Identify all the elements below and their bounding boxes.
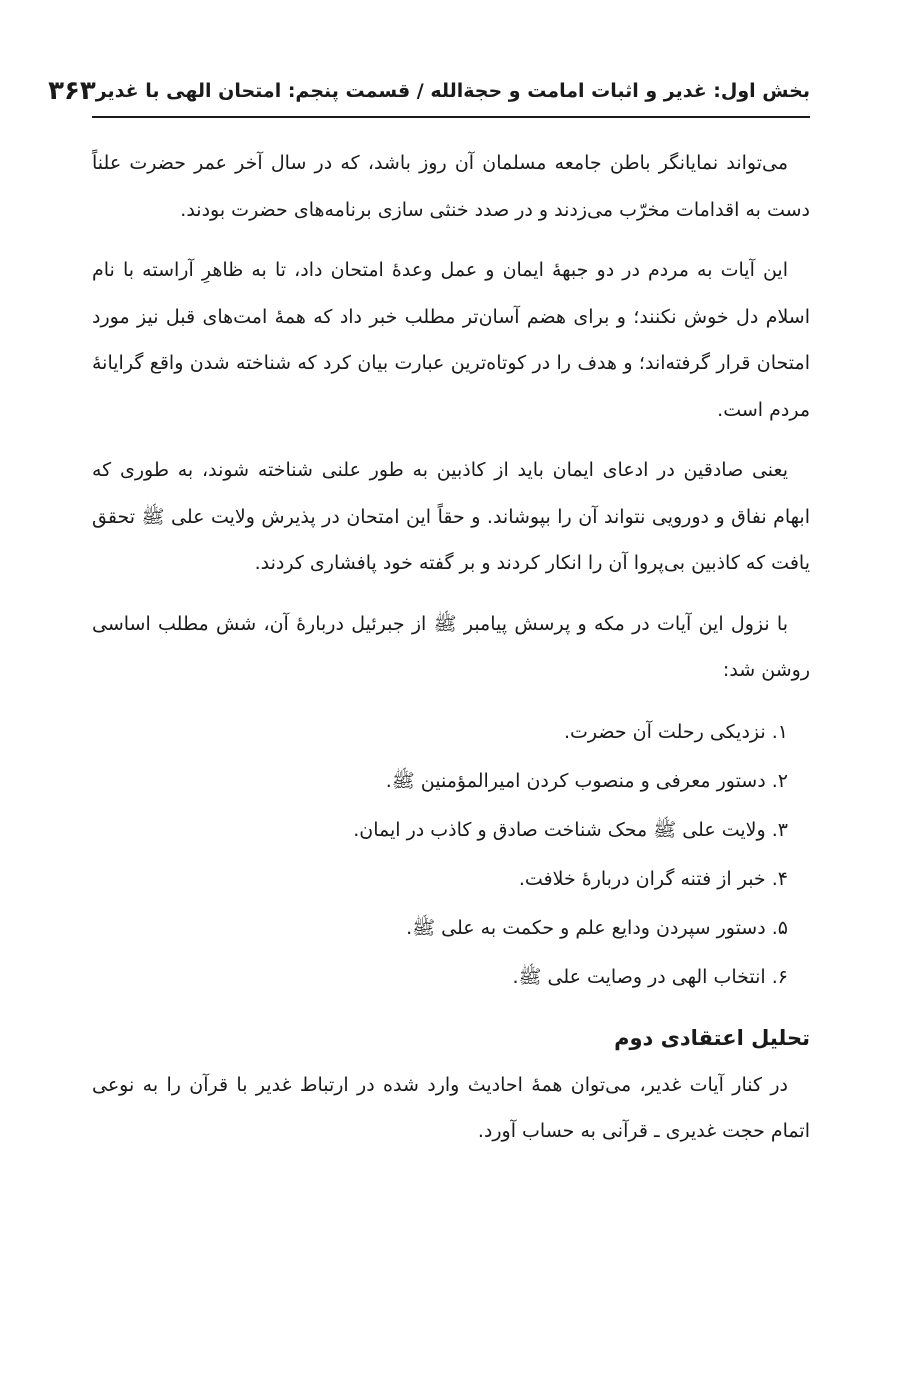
page-body — [92, 140, 810, 1155]
list-item — [92, 806, 788, 855]
list-item — [92, 757, 788, 806]
list-item — [92, 904, 788, 953]
list-item-text: دستور سپردن ودایع علم و حکمت به علی ﷺ. — [406, 916, 766, 939]
list-item — [92, 855, 788, 904]
list-item-text: دستور معرفی و منصوب کردن امیرالمؤمنین ﷺ. — [385, 769, 766, 792]
list-item-text: خبر از فتنه گران دربارهٔ خلافت. — [518, 867, 766, 890]
paragraph-4: با نزول این آیات در مکه و پرسش پیامبر ﷺ از جبرئیل دربارهٔ آن، شش مطلب اساسی روشن شد: — [92, 612, 810, 681]
paragraph-1: می‌تواند نمایانگر باطن جامعه مسلمان آن روز باشد، که در سال آخر عمر حضرت علناً دست به اقدامات مخرّب می‌زدند و در صدد خنثی سازی برنامه‌های حضرت بودند. — [92, 152, 810, 221]
list-item — [92, 708, 788, 757]
list-item-number: ۶. — [771, 965, 788, 988]
paragraph-3: یعنی صادقین در ادعای ایمان باید از کاذبین به طور علنی شناخته شوند، به طوری که ابهام نفاق و دورویی نتواند آن را بپوشاند. و حقاً این امتحان در پذیرش ولایت علی ﷺ تحقق یافت که کاذبین بی‌پروا آن را انکار کردند و بر گفته خود پافشاری کردند. — [92, 459, 810, 574]
numbered-points — [92, 708, 810, 1002]
section-heading: تحلیل اعتقادی دوم — [614, 1025, 810, 1050]
section-paragraph: در کنار آیات غدیر، می‌توان همهٔ احادیث وارد شده در ارتباط غدیر با قرآن را به نوعی اتمام حجت غدیری ـ قرآنی به حساب آورد. — [92, 1073, 810, 1142]
paragraph-2: این آیات به مردم در دو جبههٔ ایمان و عمل وعدهٔ امتحان داد، تا به ظاهرِ آراسته با نام اسلام دل خوش نکنند؛ و برای هضم آسان‌تر مطلب خبر داد که همهٔ امت‌های قبل نیز مورد امتحان قرار گرفته‌اند؛ و هدف را در کوتاه‌ترین عبارت بیان کرد که شناخته شدن واقع گرایانهٔ مردم است. — [92, 259, 810, 421]
list-item-text: نزدیکی رحلت آن حضرت. — [563, 720, 766, 743]
page-number: ۳۶۳ — [48, 76, 96, 106]
list-item-number: ۳. — [771, 818, 788, 841]
list-item-number: ۴. — [771, 867, 788, 890]
list-item-number: ۵. — [771, 916, 788, 939]
book-page — [48, 0, 810, 1390]
list-item-text: انتخاب الهی در وصایت علی ﷺ. — [512, 965, 766, 988]
list-item-text: ولایت علی ﷺ محک شناخت صادق و کاذب در ایمان. — [353, 818, 766, 841]
list-item-number: ۲. — [771, 769, 788, 792]
running-header-title: بخش اول: غدیر و اثبات امامت و حجةالله / قسمت پنجم: امتحان الهی با غدیر — [95, 80, 810, 102]
running-header — [48, 66, 810, 118]
list-item-number: ۱. — [771, 720, 788, 743]
list-item — [92, 953, 788, 1002]
